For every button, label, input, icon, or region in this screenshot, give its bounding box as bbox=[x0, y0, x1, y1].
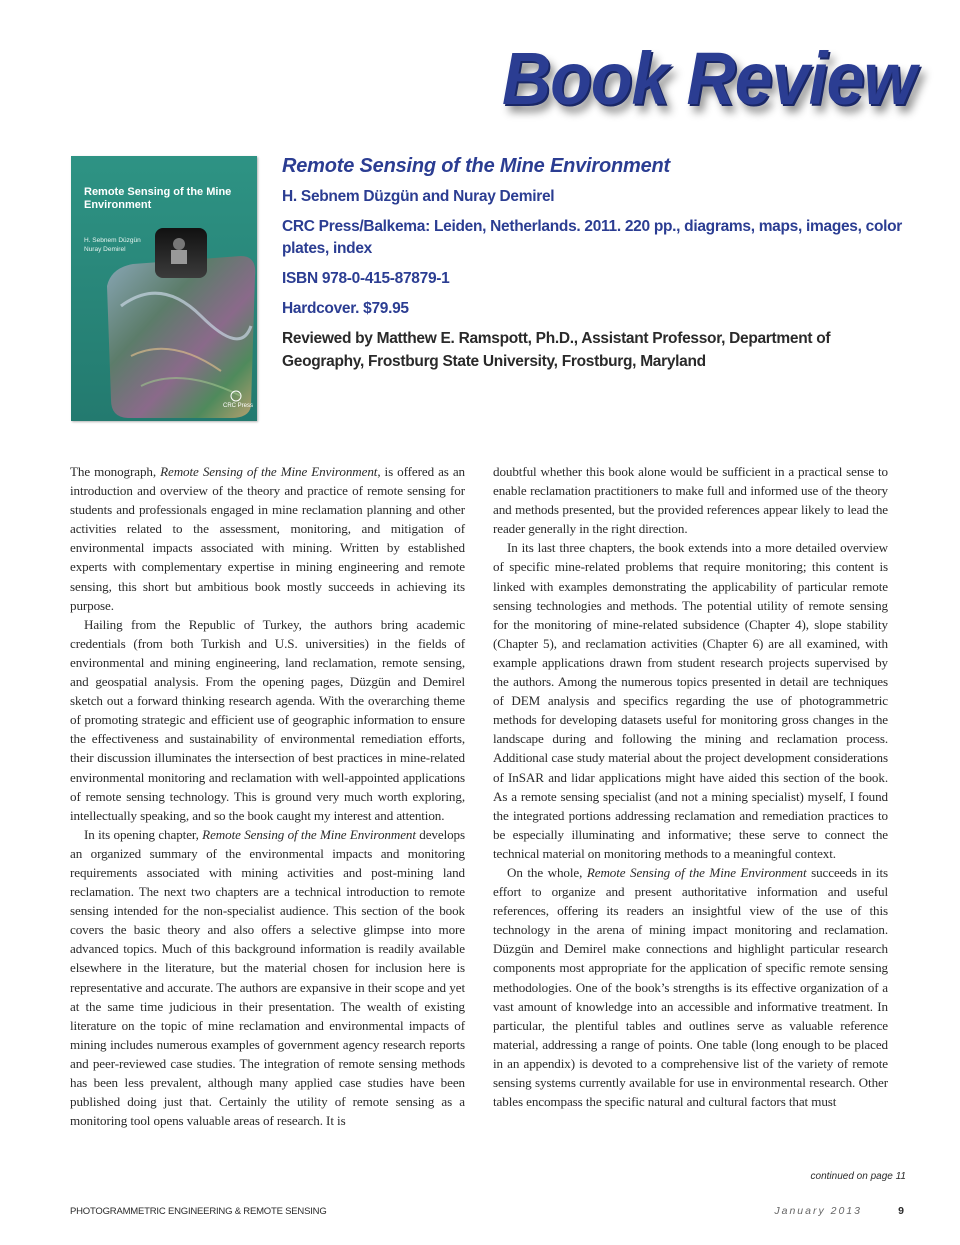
cover-publisher-logo: CRC Press bbox=[223, 403, 254, 409]
book-title-italic: Remote Sensing of the Mine Environment bbox=[160, 464, 378, 479]
review-paragraph bbox=[70, 462, 465, 615]
review-paragraph bbox=[493, 863, 888, 1111]
review-paragraph: In its last three chapters, the book extends into a more detailed overview of specific mine-related problems that require monitoring; this content is linked with examples demonstrating the applicability of particular remote sensing technologies and methods. The potential utility of remote sensing for the monitoring of mine-related subsidence (Chapter 4), slope stability (Chapter 5), and reclamation activities (Chapter 6) are all examined, with example applications drawn from student research projects supervised by the authors. Among the numerous topics presented in detail are techniques of DEM analysis and specifics regarding the use of photogrammetric methods for developing datasets useful for monitoring gross changes in the landscape during and following the mining and reclamation process. Additional case study material about the project development considerations of InSAR and lidar applications might have aided this section of the book. As a remote sensing specialist (and not a mining specialist) myself, I found the integrated portions addressing reclamation and remediation practices to be especially illuminating and informative; these serve to connect the technical material on monitoring methods to a meaningful context. bbox=[493, 540, 888, 861]
cover-authors bbox=[84, 236, 174, 255]
book-authors: H. Sebnem Düzgün and Nuray Demirel bbox=[282, 188, 555, 205]
journal-name: PHOTOGRAMMETRIC ENGINEERING & REMOTE SENSING bbox=[70, 1206, 327, 1217]
text-run: , is offered as an introduction and overview of the theory and practice of remote sensing for students and professionals engaged in mine reclamation planning and other activities related to the assessment, monitoring, and mitigation of environmental impacts associated with mining. Written by established experts with complementary expertise in mining engineering and remote sensing, this short but ambitious book mostly succeeds in achieving its purpose. bbox=[70, 464, 465, 613]
book-publisher: CRC Press/Balkema: Leiden, Netherlands. 2011. 220 pp., diagrams, maps, images, color plates, index bbox=[282, 218, 903, 257]
continued-note: continued on page 11 bbox=[810, 1171, 906, 1182]
page-number: 9 bbox=[898, 1205, 904, 1217]
text-run: The monograph, bbox=[70, 464, 161, 479]
review-column-right bbox=[493, 462, 888, 1111]
cover-author-1: H. Sebnem Düzgün bbox=[84, 237, 141, 244]
review-column-left bbox=[70, 462, 465, 1130]
page-title: Book Review bbox=[502, 37, 916, 120]
review-paragraph: Hailing from the Republic of Turkey, the authors bring academic credentials (from both Turkish and U.S. universities) in the fields of environmental and mining engineering, land reclamation, remote sensing, and geospatial analysis. From the opening pages, Düzgün and Demirel sketch out a forward thinking research agenda. With the overarching theme of promoting strategic and efficient use of geographic information to ensure the effectiveness and sustainability of environmental remediation efforts, their discussion illuminates the intersection of best practices in mine-related environmental monitoring and reclamation with well-appointed applications of remote sensing technology. This is ground very much worth exploring, intellectually speaking, and so the book caught my interest and attention. bbox=[70, 616, 465, 823]
book-info bbox=[282, 154, 907, 374]
book-format-price: Hardcover. $79.95 bbox=[282, 300, 409, 317]
text-run: On the whole, bbox=[507, 864, 587, 880]
book-cover-image bbox=[71, 156, 257, 421]
cover-author-2: Nuray Demirel bbox=[84, 246, 126, 254]
book-isbn: ISBN 978-0-415-87879-1 bbox=[282, 270, 450, 287]
book-title-italic: Remote Sensing of the Mine Environment bbox=[586, 864, 807, 880]
book-title: Remote Sensing of the Mine Environment bbox=[282, 155, 670, 177]
text-run: develops an organized summary of the environmental impacts and monitoring requirements associated with mining activities and post-mining land reclamation. The next two chapters are a technical introduction to remote sensing intended for the non-specialist audience. This section of the book covers the basic theory and also offers a selective glimpse into more advanced topics. Much of this background information is readily available elsewhere in the literature, but the material chosen for inclusion here is representative and accurate. The authors are expansive in their scope and yet at the same time judicious in their presentation. The wealth of existing literature on the topic of mine reclamation and environmental impacts of mining includes numerous examples of government agency research reports and peer-reviewed case studies. The integration of remote sensing methods has been less prevalent, although many applied case studies have been published doing just that. Certainly the utility of remote sensing as a monitoring tool opens valuable areas of research. It is bbox=[70, 826, 465, 1129]
page-footer bbox=[70, 1206, 906, 1222]
text-run: succeeds in its effort to organize and present authoritative information and useful references, offering its readers an insightful view of the use of this technology in the arena of mining impact monitoring and reclamation. Düzgün and Demirel make connections and highlight particular research components most appropriate for the application of specific remote sensing methodologies. One of the book’s strengths is its effective organization of a vast amount of knowledge into an accessible and informative treatment. In particular, the plentiful tables and outlines serve as valuable reference material, addressing a range of points. One table (long enough to be placed in an appendix) is devoted to a comprehensive list of the variety of remote sensing systems currently available for use in environmental research. Other tables encompass the specific natural and cultural factors that must bbox=[493, 864, 888, 1110]
cover-title: Remote Sensing of the Mine Environment bbox=[84, 186, 232, 212]
text-run: In its opening chapter, bbox=[84, 826, 203, 842]
book-reviewer: Reviewed by Matthew E. Ramspott, Ph.D., Assistant Professor, Department of Geography, Frostburg State University, Frostburg, Maryland bbox=[282, 330, 831, 370]
review-paragraph: doubtful whether this book alone would be sufficient in a practical sense to enable reclamation practitioners to make full and informed use of the theory and methods presented, but the provided references appear likely to lead the reader generally in the right direction. bbox=[493, 464, 888, 537]
book-title-italic: Remote Sensing of the Mine Environment bbox=[202, 826, 416, 842]
review-paragraph bbox=[70, 825, 465, 1131]
issue-date: January 2013 bbox=[774, 1205, 862, 1217]
